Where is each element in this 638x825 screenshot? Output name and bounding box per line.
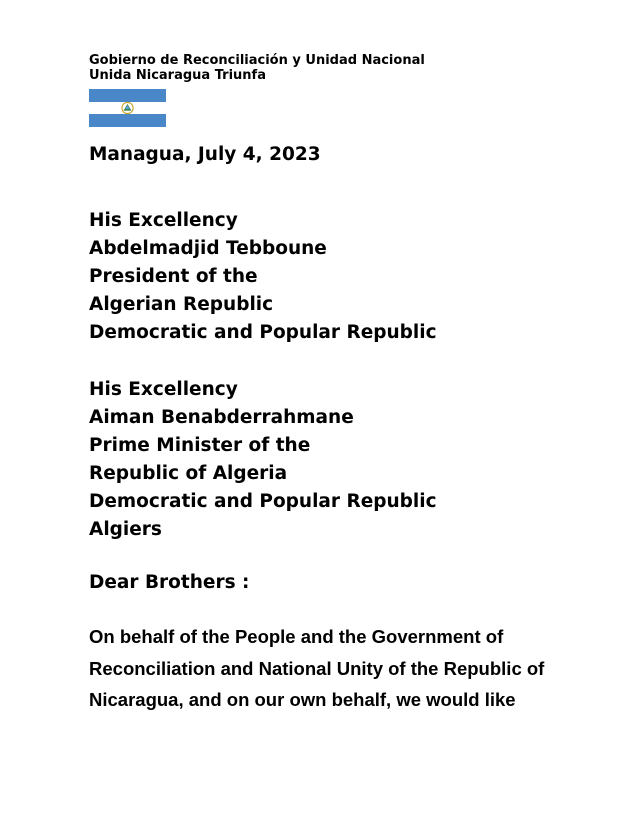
recipient2-line: His Excellency <box>89 379 238 400</box>
date-line: Managua, July 4, 2023 <box>89 144 321 165</box>
recipient2-line: Aiman Benabderrahmane <box>89 407 354 428</box>
recipient1-line: His Excellency <box>89 210 238 231</box>
recipient1-line: President of the <box>89 266 258 287</box>
recipient2-line: Republic of Algeria <box>89 463 288 484</box>
flag-emblem-icon <box>121 101 134 115</box>
letterhead-motto: Unida Nicaragua Triunfa <box>89 68 266 83</box>
recipient1-line: Democratic and Popular Republic <box>89 322 437 343</box>
body-text-line: On behalf of the People and the Government of <box>89 626 504 647</box>
recipient2-line: Democratic and Popular Republic <box>89 491 437 512</box>
recipient2-line: Prime Minister of the <box>89 435 311 456</box>
letterhead-government-name: Gobierno de Reconciliación y Unidad Nacional <box>89 53 425 68</box>
recipient1-line: Abdelmadjid Tebboune <box>89 238 327 259</box>
recipient2-line: Algiers <box>89 519 162 540</box>
recipient1-line: Algerian Republic <box>89 294 274 315</box>
body-text-line: Nicaragua, and on our own behalf, we would like <box>89 689 516 710</box>
flag-top-band <box>89 89 166 102</box>
nicaragua-flag-icon <box>89 89 166 127</box>
salutation: Dear Brothers : <box>89 572 250 593</box>
flag-bottom-band <box>89 114 166 127</box>
body-text-line: Reconciliation and National Unity of the Republic of <box>89 658 545 679</box>
